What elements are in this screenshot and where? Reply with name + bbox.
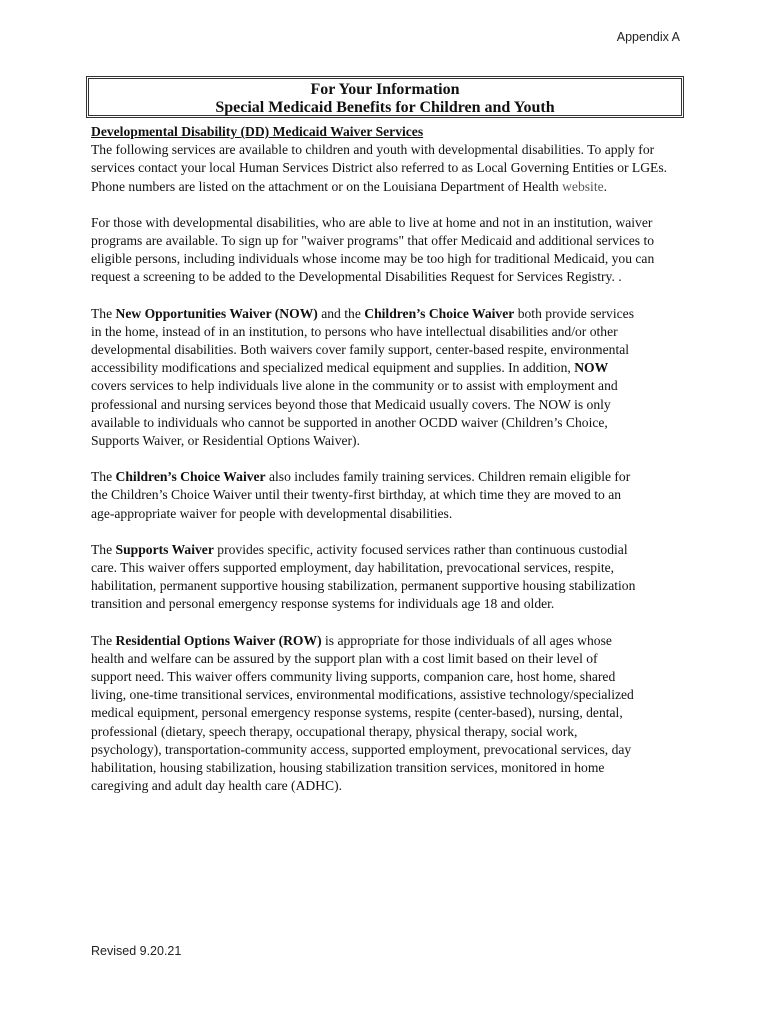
- supports-waiver-paragraph: [91, 541, 641, 614]
- cc-waiver-name: Children’s Choice Waiver: [115, 469, 266, 485]
- childrens-choice-name: Children’s Choice Waiver: [364, 305, 515, 321]
- dd-intro-end: .: [603, 178, 608, 194]
- sw-t2: provides specific, activity focused services rather than continuous custodial care. This waiver offers supported employment, day habilitation, prevocational services, respite, habilitation, permanent supportive housing stabilization, permanent supportive housing stabilization transition and personal emergency response systems for individuals age 18 and older.: [91, 541, 636, 612]
- website-link[interactable]: website: [562, 178, 604, 194]
- dd-section-heading: Developmental Disability (DD) Medicaid Waiver Services: [91, 124, 424, 139]
- dd-intro-paragraph: [91, 141, 691, 196]
- title-line-1: For Your Information: [310, 81, 460, 98]
- childrens-choice-paragraph: [91, 468, 641, 523]
- now-waiver-paragraph: [91, 305, 641, 451]
- row-waiver-paragraph: [91, 632, 641, 796]
- dd-intro-text: The following services are available to children and youth with developmental disabilities. To apply for services contact your local Human Services District also referred to as Local Governing Entities or LGEs. Phone numbers are listed on the attachment or on the Louisiana Department of Health: [91, 142, 668, 194]
- sw-t1: The: [91, 541, 116, 557]
- title-box: [86, 76, 684, 118]
- row-t1: The: [91, 632, 116, 648]
- row-waiver-name: Residential Options Waiver (ROW): [115, 632, 322, 648]
- now-abbrev: NOW: [574, 360, 609, 376]
- now-t1: The: [91, 305, 116, 321]
- revised-date: Revised 9.20.21: [91, 944, 182, 958]
- dd-waiver-paragraph: For those with developmental disabilities, who are able to live at home and not in an institution, waiver programs are available. To sign up for "waiver programs" that offer Medicaid and additional services to eligible persons, including individuals whose income may be too high for traditional Medicaid, you can request a screening to be added to the Developmental Disabilities Request for Services Registry. .: [91, 214, 655, 285]
- now-t4: covers services to help individuals live alone in the community or to assist with employment and professional and nursing services beyond those that Medicaid usually covers. The NOW is only available to individuals who cannot be supported in another OCDD waiver (Children’s Choice, Supports Waiver, or Residential Options Waiver).: [91, 378, 618, 449]
- title-line-2: Special Medicaid Benefits for Children and Youth: [215, 99, 555, 116]
- cc-t2: also includes family training services. Children remain eligible for the Children’s Choice Waiver until their twenty-first birthday, at which time they are moved to an age-appropriate waiver for people with developmental disabilities.: [91, 469, 631, 521]
- now-t2: and the: [317, 305, 365, 321]
- appendix-label: Appendix A: [616, 30, 680, 44]
- cc-t1: The: [91, 469, 116, 485]
- document-body: [91, 123, 691, 796]
- now-waiver-name: New Opportunities Waiver (NOW): [115, 305, 318, 321]
- now-t3: both provide services in the home, instead of in an institution, to persons who have intellectual disabilities and/or other developmental disabilities. Both waivers cover family support, center-based respite, environmental accessibility modifications and specialized medical equipment and supplies. In addition,: [91, 305, 634, 376]
- row-t2: is appropriate for those individuals of all ages whose health and welfare can be assured by the support plan with a cost limit based on their level of support need. This waiver offers community living supports, companion care, host home, shared living, one-time transitional services, environmental modifications, assistive technology/specialized medical equipment, personal emergency response systems, respite (center-based), nursing, dental, professional (dietary, speech therapy, occupational therapy, physical therapy, social work, psychology), transportation-community access, supported employment, prevocational services, day habilitation, housing stabilization, housing stabilization transition services, monitored in home caregiving and adult day health care (ADHC).: [91, 632, 634, 794]
- supports-waiver-name: Supports Waiver: [115, 541, 214, 557]
